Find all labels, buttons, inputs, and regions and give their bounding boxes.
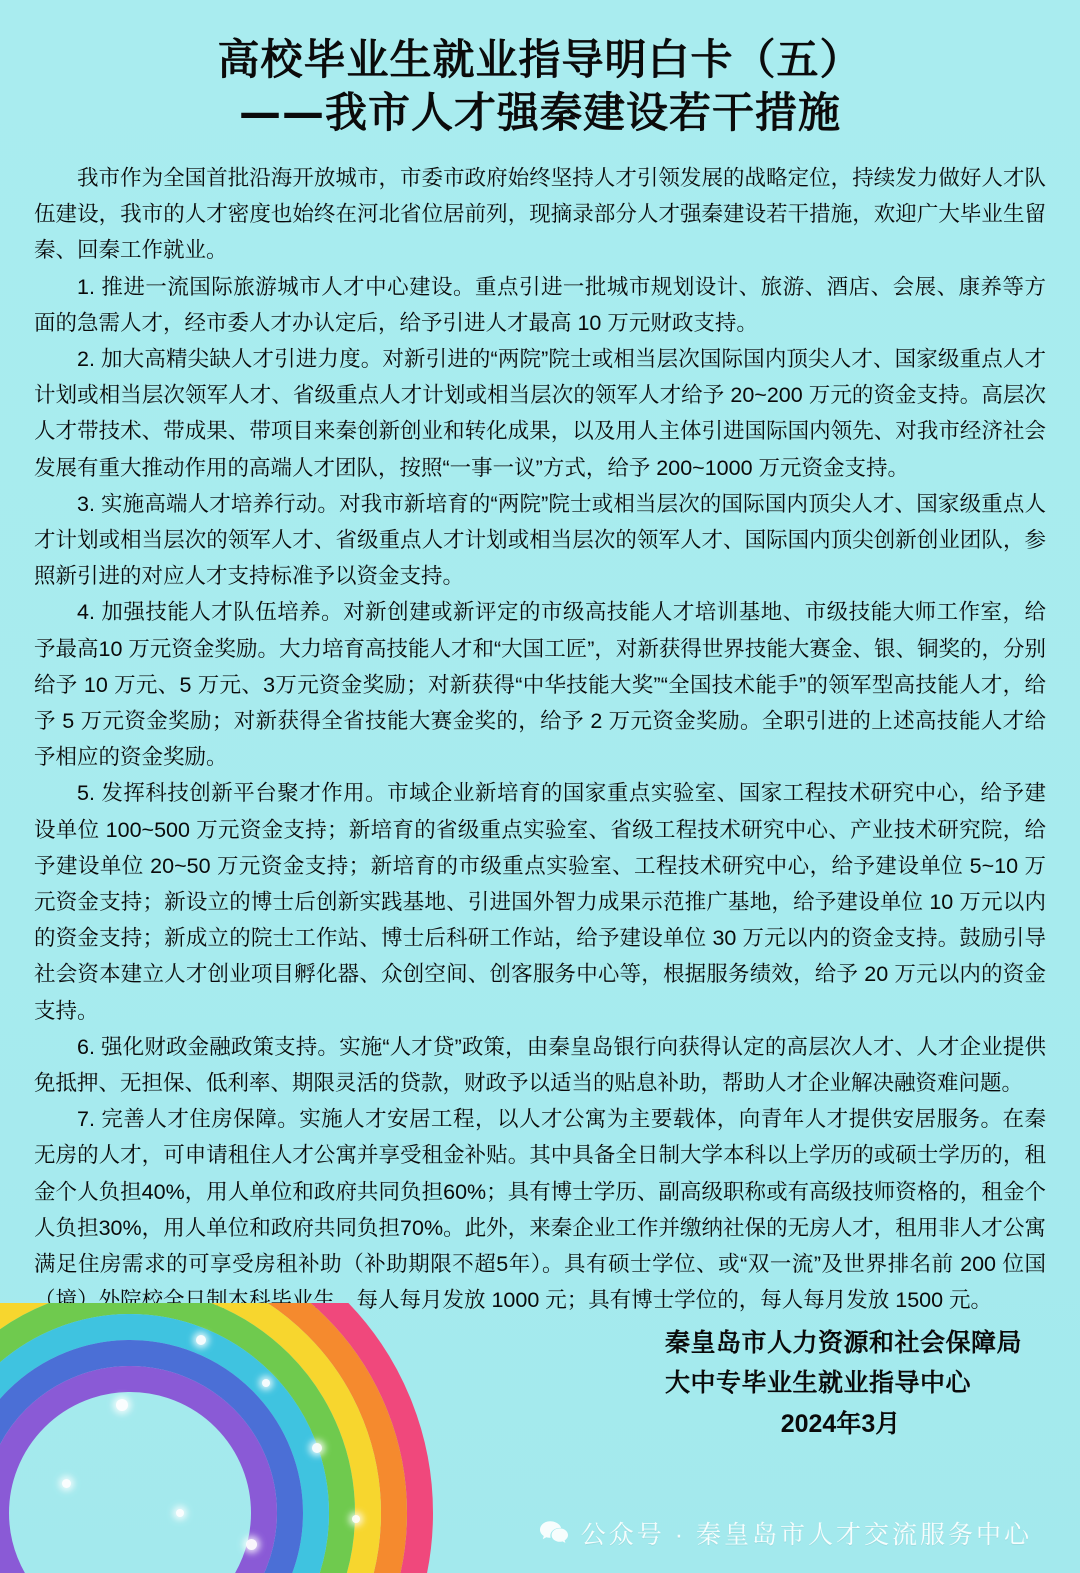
footer-organization: 秦皇岛市人力资源和社会保障局	[664, 1329, 1022, 1357]
page-title	[0, 0, 1080, 140]
sparkle-icon	[116, 1399, 128, 1411]
sparkle-icon	[176, 1509, 184, 1517]
sparkle-icon	[62, 1479, 71, 1488]
paragraph-item-6: 6. 强化财政金融政策支持。实施“人才贷”政策，由秦皇岛银行向获得认定的高层次人才、人才企业提供免抵押、无担保、低利率、期限灵活的贷款，财政予以适当的贴息补助，帮助人才企业解决融资难问题。	[34, 1034, 1046, 1096]
sparkle-icon	[262, 1379, 270, 1387]
sparkle-icon	[196, 1335, 206, 1345]
paragraph-item-3: 3. 实施高端人才培养行动。对我市新培育的“两院”院士或相当层次的国际国内顶尖人才、国家级重点人才计划或相当层次的领军人才、省级重点人才计划或相当层次的领军人才、国际国内顶尖创新创业团队，参照新引进的对应人才支持标准予以资金支持。	[34, 491, 1046, 589]
paragraph-item-1: 1. 推进一流国际旅游城市人才中心建设。重点引进一批城市规划设计、旅游、酒店、会展、康养等方面的急需人才，经市委人才办认定后，给予引进人才最高 10 万元财政支持。	[34, 274, 1046, 335]
watermark	[539, 1515, 1032, 1551]
title-subtitle: ——我市人才强秦建设若干措施	[238, 88, 841, 137]
sparkle-icon	[312, 1443, 322, 1453]
rainbow-icon	[0, 1303, 440, 1573]
paragraph-item-2: 2. 加大高精尖缺人才引进力度。对新引进的“两院”院士或相当层次国际国内顶尖人才、国家级重点人才计划或相当层次领军人才、省级重点人才计划或相当层次的领军人才给予 20~200 万元的资金支持。高层次人才带技术、带成果、带项目来秦创新创业和转化成果，以及用人主体引进国际国内领先、对我市经济社会发展有重大推动作用的高端人才团队，按照“一事一议”方式，给予 200~1000 万元资金支持。	[34, 347, 1046, 480]
watermark-text: 公众号 · 秦皇岛市人才交流服务中心	[580, 1521, 1032, 1549]
rainbow-decoration	[0, 1303, 470, 1573]
sparkle-icon	[246, 1539, 257, 1550]
sparkle-icon	[352, 1515, 360, 1523]
title-main: 高校毕业生就业指导明白卡（五）	[217, 35, 863, 84]
paragraph-item-4: 4. 加强技能人才队伍培养。对新创建或新评定的市级高技能人才培训基地、市级技能大师工作室，给予最高10 万元资金奖励。大力培育高技能人才和“大国工匠”，对新获得世界技能大赛金、银、铜奖的，分别给予 10 万元、5 万元、3万元资金奖励；对新获得“中华技能大奖”“全国技术能手”的领军型高技能人才，给予 5 万元资金奖励；对新获得全省技能大赛金奖的，给予 2 万元资金奖励。全职引进的上述高技能人才给予相应的资金奖励。	[34, 600, 1046, 770]
paragraph-item-7: 7. 完善人才住房保障。实施人才安居工程，以人才公寓为主要载体，向青年人才提供安居服务。在秦无房的人才，可申请租住人才公寓并享受租金补贴。其中具备全日制大学本科以上学历的或硕士学历的，租金个人负担40%，用人单位和政府共同负担60%；具有博士学历、副高级职称或有高级技师资格的，租金个人负担30%，用人单位和政府共同负担70%。此外，来秦企业工作并缴纳社保的无房人才，租用非人才公寓满足住房需求的可享受房租补助（补助期限不超5年）。具有硕士学位、或“双一流”及世界排名前 200 位国（境）外院校全日制本科毕业生，每人每月发放 1000 元；具有博士学位的，每人每月发放 1500 元。	[34, 1107, 1046, 1313]
footer-date: 2024年3月	[780, 1410, 901, 1438]
document-footer	[665, 1323, 1022, 1445]
wechat-icon	[539, 1520, 569, 1546]
footer-department: 大中专毕业生就业指导中心	[664, 1369, 971, 1397]
paragraph-item-5: 5. 发挥科技创新平台聚才作用。市域企业新培育的国家重点实验室、国家工程技术研究中心，给予建设单位 100~500 万元资金支持；新培育的省级重点实验室、省级工程技术研究中心、产业技术研究院，给予建设单位 20~50 万元资金支持；新培育的市级重点实验室、工程技术研究中心，给予建设单位 5~10 万元资金支持；新设立的博士后创新实践基地、引进国外智力成果示范推广基地，给予建设单位 10 万元以内的资金支持；新成立的院士工作站、博士后科研工作站，给予建设单位 30 万元以内的资金支持。鼓励引导社会资本建立人才创业项目孵化器、众创空间、创客服务中心等，根据服务绩效，给予 20 万元以内的资金支持。	[34, 781, 1046, 1023]
paragraph-intro: 我市作为全国首批沿海开放城市，市委市政府始终坚持人才引领发展的战略定位，持续发力做好人才队伍建设，我市的人才密度也始终在河北省位居前列，现摘录部分人才强秦建设若干措施，欢迎广大毕业生留秦、回秦工作就业。	[34, 166, 1046, 263]
document-body	[34, 160, 1046, 1319]
